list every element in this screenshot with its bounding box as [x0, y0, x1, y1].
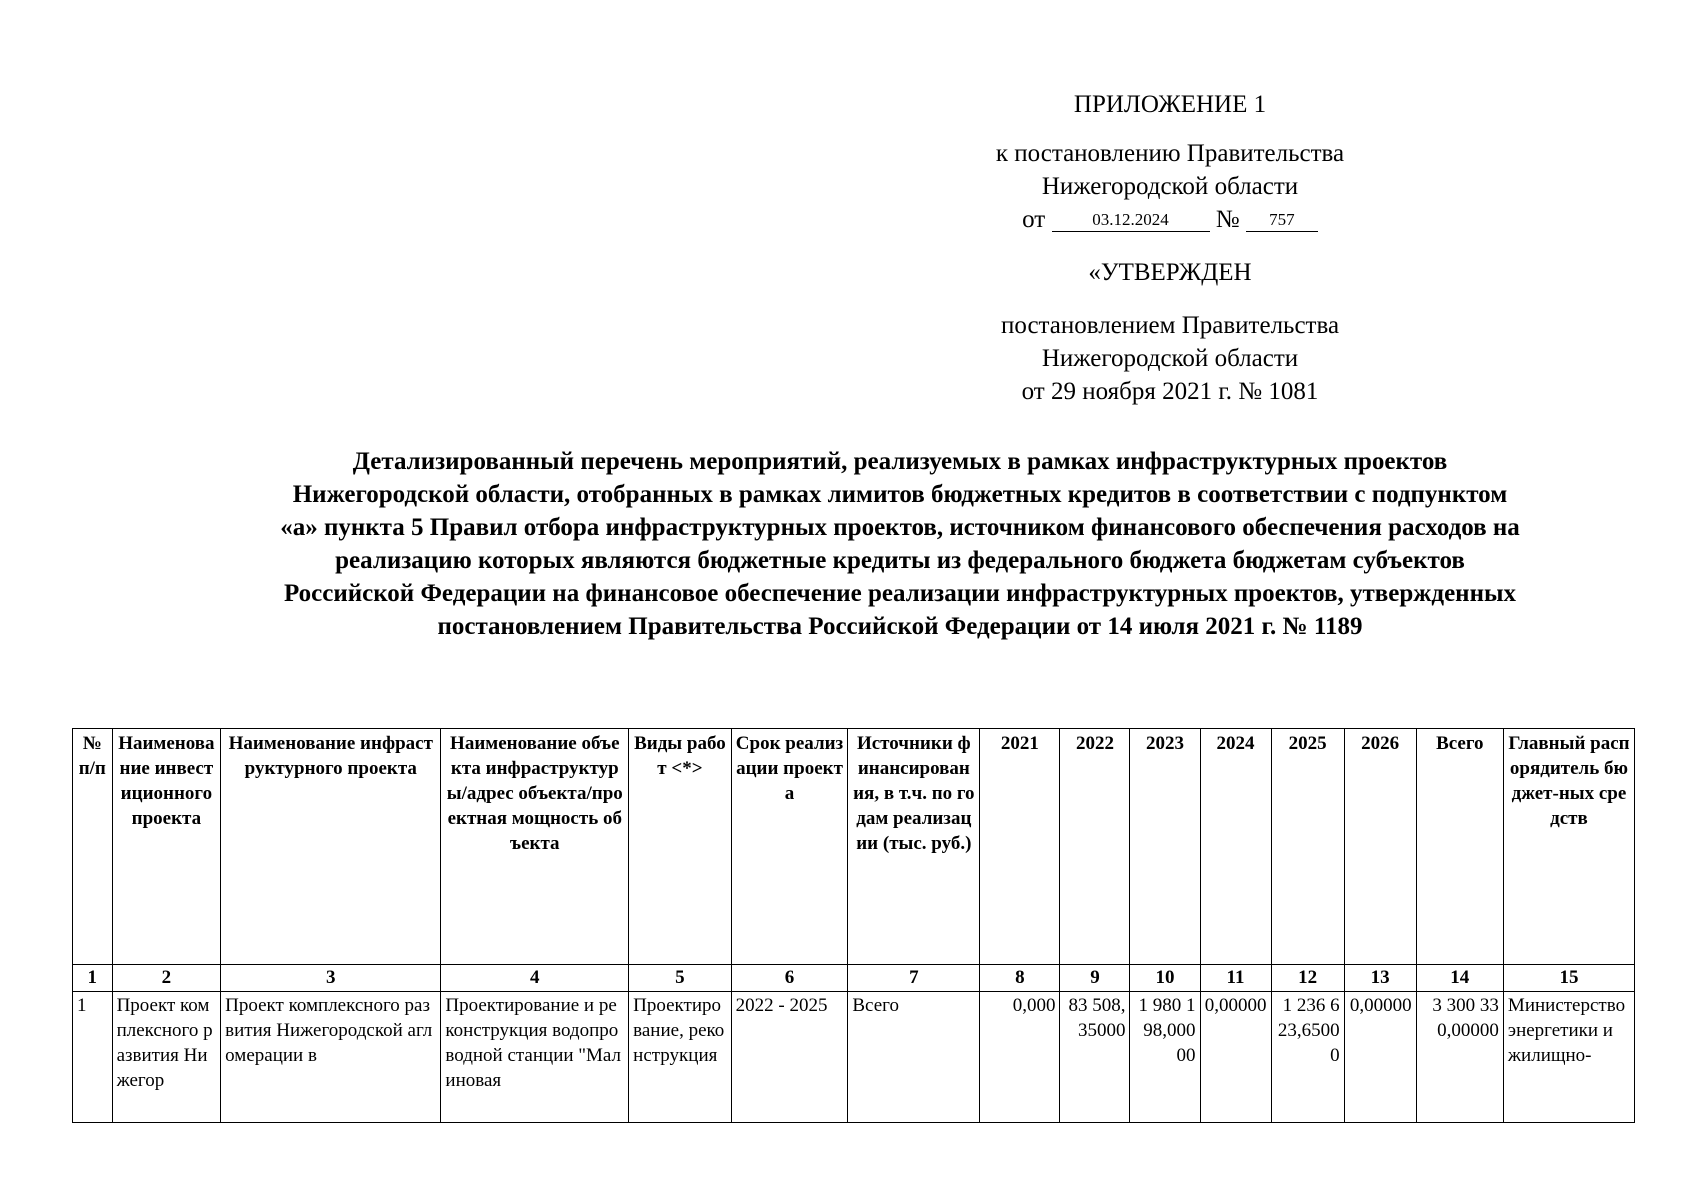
year-2022-cell: 83 508,35000 [1060, 992, 1130, 1123]
header-cell: № п/п [73, 729, 113, 965]
header-cell: 2021 [980, 729, 1060, 965]
year-2025-cell: 1 236 623,65000 [1271, 992, 1344, 1123]
infrastructure-project-cell: Проект комплексного развития Нижегородской агломерации в [221, 992, 441, 1123]
appendix-block [930, 88, 1410, 408]
header-cell: 2026 [1344, 729, 1416, 965]
appendix-label: ПРИЛОЖЕНИЕ 1 [1073, 91, 1267, 118]
header-cell: 2023 [1130, 729, 1200, 965]
document-title [170, 445, 1630, 643]
header-cell: Наименование инфраструктурного проекта [221, 729, 441, 965]
approval-label: «УТВЕРЖДЕН [1088, 259, 1252, 286]
object-cell: Проектирование и реконструкция водопроводной станции "Малиновая [441, 992, 629, 1123]
title-line: Нижегородской области, отобранных в рамках лимитов бюджетных кредитов в соответствии с подпунктом [292, 481, 1508, 508]
title-line: реализацию которых являются бюджетные кредиты из федерального бюджета бюджетам субъектов [335, 547, 1465, 574]
table-header-row [73, 729, 1635, 965]
column-number: 1 [73, 965, 113, 992]
column-number: 3 [221, 965, 441, 992]
header-cell: Виды работ <*> [629, 729, 732, 965]
title-line: Российской Федерации на финансовое обеспечение реализации инфраструктурных проектов, утвержденных [283, 580, 1516, 607]
budget-manager-cell: Министерство энергетики и жилищно- [1503, 992, 1634, 1123]
year-2024-cell: 0,00000 [1200, 992, 1271, 1123]
column-number: 11 [1200, 965, 1271, 992]
approval-line2: Нижегородской области [1041, 345, 1299, 372]
column-number: 6 [731, 965, 848, 992]
header-cell: Главный распорядитель бюджет-ных средств [1503, 729, 1634, 965]
number-field: 757 [1246, 209, 1318, 232]
appendix-date-line [930, 203, 1410, 236]
title-line: «а» пункта 5 Правил отбора инфраструктурных проектов, источником финансового обеспечения расходов на [280, 514, 1520, 541]
period-cell: 2022 - 2025 [731, 992, 848, 1123]
year-2023-cell: 1 980 198,00000 [1130, 992, 1200, 1123]
header-cell: Всего [1416, 729, 1503, 965]
column-number: 2 [112, 965, 221, 992]
header-cell: Наименование объекта инфраструктуры/адрес объекта/проектная мощность объекта [441, 729, 629, 965]
column-number: 9 [1060, 965, 1130, 992]
number-sign: № [1215, 206, 1240, 233]
column-number: 8 [980, 965, 1060, 992]
source-cell: Всего [848, 992, 980, 1123]
column-number: 15 [1503, 965, 1634, 992]
column-number: 14 [1416, 965, 1503, 992]
column-number: 12 [1271, 965, 1344, 992]
column-number: 10 [1130, 965, 1200, 992]
column-number: 13 [1344, 965, 1416, 992]
header-cell: Источники финансирования, в т.ч. по годам реализации (тыс. руб.) [848, 729, 980, 965]
works-cell: Проектирование, реконструкция [629, 992, 732, 1123]
date-field: 03.12.2024 [1052, 209, 1210, 232]
date-prefix: от [1022, 206, 1046, 233]
column-number-row [73, 965, 1635, 992]
row-number: 1 [73, 992, 113, 1123]
year-2026-cell: 0,00000 [1344, 992, 1416, 1123]
header-cell: 2024 [1200, 729, 1271, 965]
header-cell: Срок реализации проекта [731, 729, 848, 965]
approval-line3: от 29 ноября 2021 г. № 1081 [1021, 378, 1319, 405]
total-cell: 3 300 330,00000 [1416, 992, 1503, 1123]
table-row [73, 992, 1635, 1123]
title-line: постановлением Правительства Российской Федерации от 14 июля 2021 г. № 1189 [437, 613, 1363, 640]
header-cell: 2022 [1060, 729, 1130, 965]
appendix-resolution-line2: Нижегородской области [1041, 173, 1299, 200]
appendix-resolution-line1: к постановлению Правительства [995, 140, 1345, 167]
measures-table [72, 728, 1635, 1123]
header-cell: 2025 [1271, 729, 1344, 965]
investment-project-cell: Проект комплексного развития Нижегор [112, 992, 221, 1123]
column-number: 4 [441, 965, 629, 992]
column-number: 7 [848, 965, 980, 992]
header-cell: Наименование инвестиционного проекта [112, 729, 221, 965]
title-line: Детализированный перечень мероприятий, реализуемых в рамках инфраструктурных проектов [352, 448, 1448, 475]
year-2021-cell: 0,000 [980, 992, 1060, 1123]
approval-line1: постановлением Правительства [1000, 312, 1340, 339]
column-number: 5 [629, 965, 732, 992]
